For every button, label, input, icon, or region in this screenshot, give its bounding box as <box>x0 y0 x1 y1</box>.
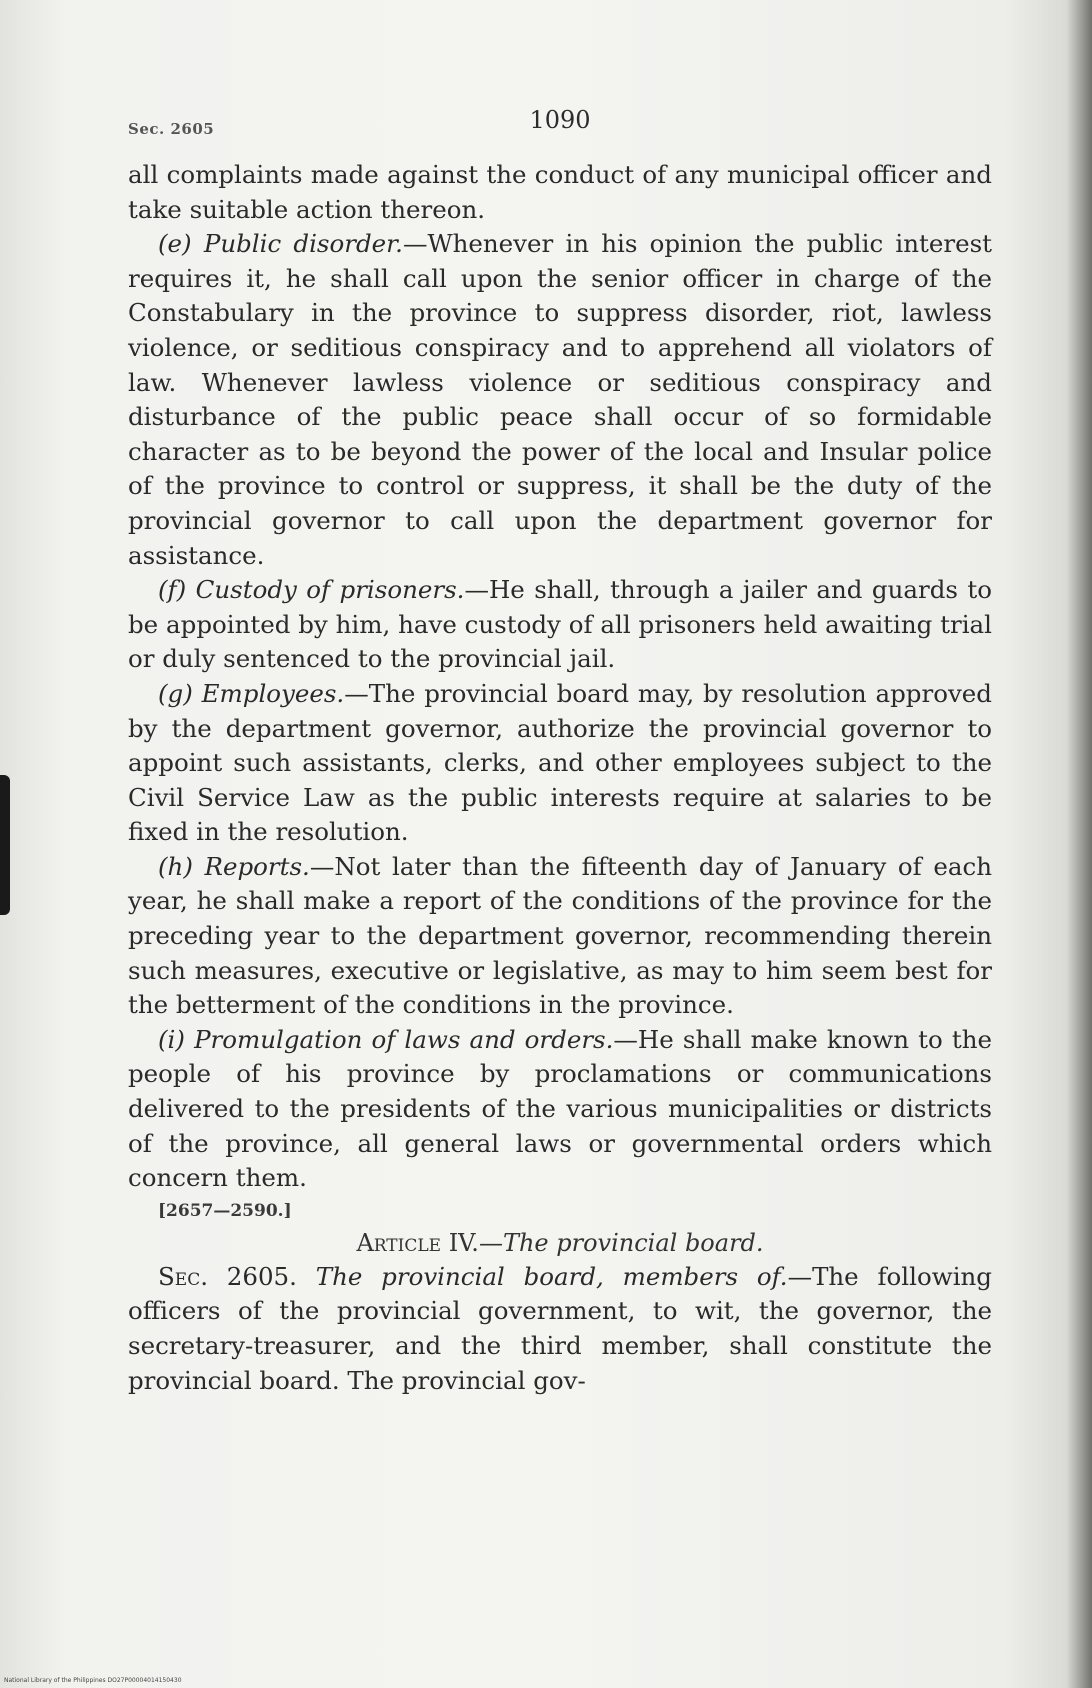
scan-source-footer: National Library of the Philippines DO27P00004014150430 <box>4 1677 182 1684</box>
paragraph-text: —Whenever in his opinion the public interest requires it, he shall call upon the senior officer in charge of the Constabulary in the province to suppress disorder, riot, lawless violence, or seditious conspiracy and to apprehend all violators of law. Whenever lawless violence or seditious conspiracy and disturbance of the public peace shall occur of so formidable character as to be beyond the power of the local and Insular police of the province to control or suppress, it shall be the duty of the provincial governor to call upon the department governor for assistance. <box>128 229 992 570</box>
paragraph-text: —He shall, through a jailer and guards to be appointed by him, have custody of all prisoners held awaiting trial or duly sentenced to the provincial jail. <box>128 575 992 674</box>
page-header <box>128 106 992 146</box>
paragraph-employees <box>128 677 992 850</box>
source-citation: [2657—2590.] <box>158 1200 292 1221</box>
paragraph-text: —The provincial board may, by resolution approved by the department governor, authorize the provincial governor to appoint such assistants, clerks, and other employees subject to the Civil Service Law as the public interests require at salaries to be fixed in the resolution. <box>128 678 992 847</box>
paragraph-text: —Not later than the fifteenth day of January of each year, he shall make a report of the conditions of the province for the preceding year to the department governor, recommending therein such measures, executive or legislative, as may to him seem best for the betterment of the conditions in the province. <box>128 851 992 1020</box>
article-heading <box>128 1226 992 1260</box>
paragraph-reports <box>128 850 992 1023</box>
header-section-ref: Sec. 2605 <box>128 120 215 138</box>
body-text <box>128 158 992 1398</box>
page-edge-shadow <box>1066 0 1092 1688</box>
paragraph-label: (e) Public disorder. <box>158 229 403 259</box>
paragraph-continuation: all complaints made against the conduct of any municipal officer and take suitable action thereon. <box>128 160 992 224</box>
section-label: Sec. 2605. <box>158 1261 297 1291</box>
section-title: The provincial board, members of. <box>315 1261 788 1291</box>
paragraph-label: (i) Promulgation of laws and orders. <box>158 1024 614 1054</box>
paragraph-label: (f) Custody of prisoners. <box>158 575 465 605</box>
paragraph-public-disorder <box>128 227 992 573</box>
paragraph-custody-of-prisoners <box>128 573 992 677</box>
paragraph-text: —He shall make known to the people of his province by proclamations or communications delivered to the presidents of the various municipalities or districts of the province, all general laws or governmental orders which concern them. <box>128 1024 992 1193</box>
paragraph-label: (h) Reports. <box>158 851 310 881</box>
section-text: —The following officers of the provincial government, to wit, the governor, the secretary-treasurer, and the third member, shall constitute the provincial board. The provincial gov- <box>128 1261 992 1395</box>
article-title: —The provincial board. <box>478 1228 764 1257</box>
section-2605 <box>128 1260 992 1398</box>
paragraph-label: (g) Employees. <box>158 678 345 708</box>
article-number: Article IV. <box>356 1228 479 1257</box>
paragraph-promulgation <box>128 1023 992 1196</box>
page-number: 1090 <box>529 106 591 134</box>
binding-mark <box>0 775 10 915</box>
